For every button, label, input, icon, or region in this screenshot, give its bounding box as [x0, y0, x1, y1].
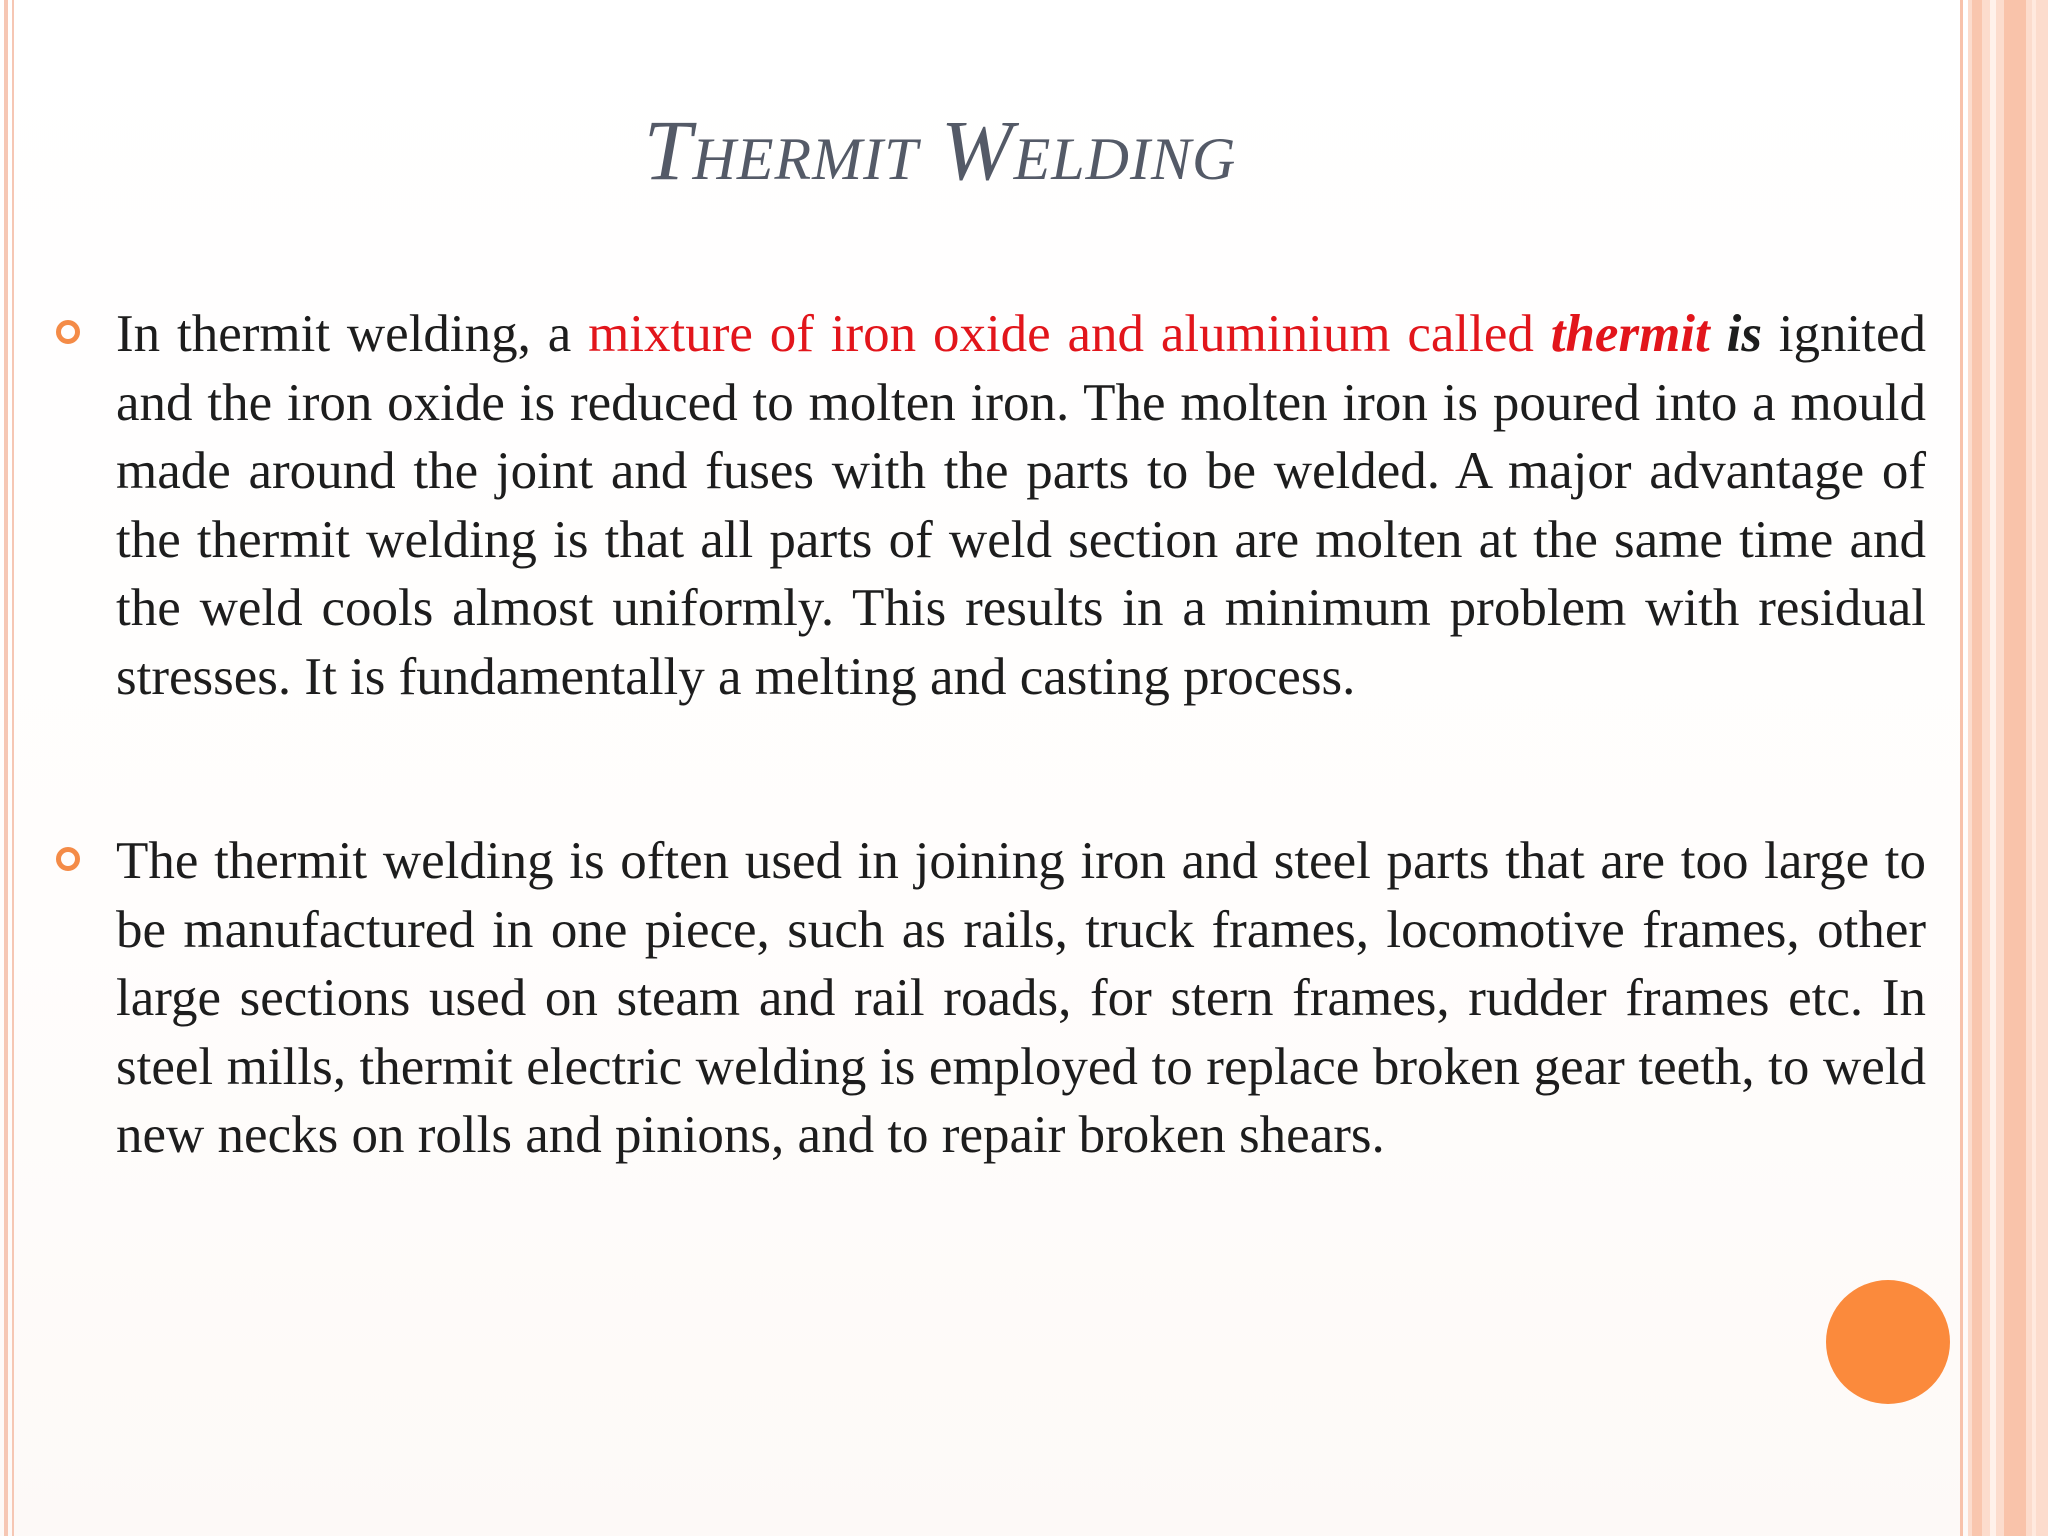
bullet-1-space	[1710, 305, 1727, 363]
hollow-circle-bullet-icon	[56, 320, 80, 344]
bullet-item-1	[56, 300, 1926, 711]
bullet-1-highlight: mixture of iron oxide and aluminium called	[588, 305, 1551, 363]
right-border-line	[1960, 0, 1963, 1536]
left-border-stripe-inner	[12, 0, 14, 1536]
right-border-stripe	[2004, 0, 2026, 1536]
bullet-1-text	[116, 305, 1926, 706]
bullet-1-term: thermit	[1550, 305, 1710, 363]
right-border-stripe	[1972, 0, 1982, 1536]
right-border-stripe	[2032, 0, 2036, 1536]
bullet-2-text: The thermit welding is often used in joining iron and steel parts that are too large to be manufactured in one piece, such as rails, truck frames, locomotive frames, other large sections used on steam and rail roads, for stern frames, rudder frames etc. In steel mills, thermit electric welding is employed to replace broken gear teeth, to weld new necks on rolls and pinions, and to repair broken shears.	[116, 832, 1926, 1164]
bullet-1-intro: In thermit welding, a	[116, 305, 589, 363]
bullet-1-verb: is	[1726, 305, 1762, 363]
right-border-stripe	[1990, 0, 1996, 1536]
orange-circle-icon	[1826, 1280, 1950, 1404]
bullet-1-body: ignited and the iron oxide is reduced to molten iron. The molten iron is poured into a mould made around the joint and fuses with the parts to be welded. A major advantage of the thermit welding is that all parts of weld section are molten at the same time and the weld cools almost uniformly. This results in a minimum problem with residual stresses. It is fundamentally a melting and casting process.	[116, 305, 1927, 706]
slide-title: Thermit Welding	[643, 102, 1237, 198]
bullet-item-2	[56, 827, 1926, 1170]
left-border-stripe	[4, 0, 8, 1536]
bullet-list	[56, 300, 1926, 1170]
hollow-circle-bullet-icon	[56, 847, 80, 871]
